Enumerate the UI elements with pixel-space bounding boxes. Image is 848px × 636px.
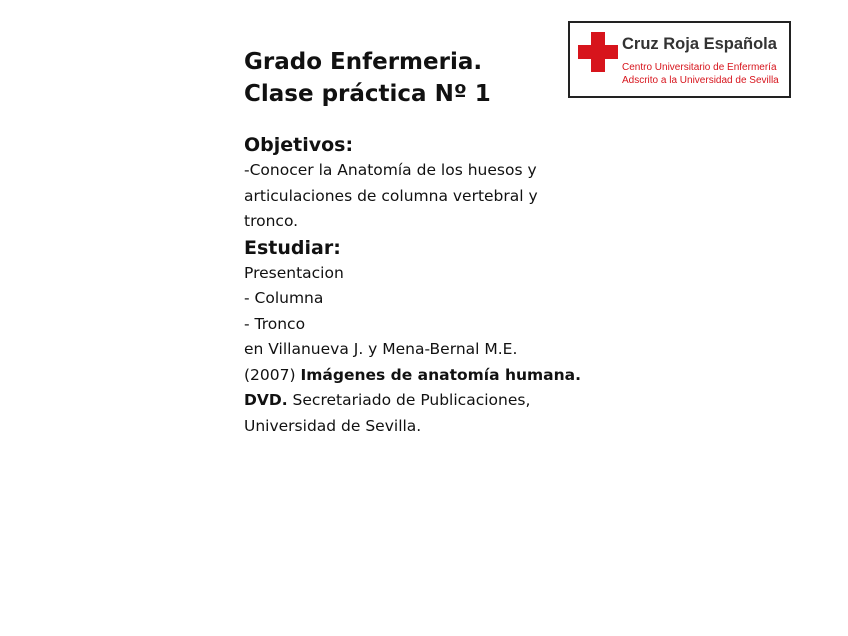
page-title-line2: Clase práctica Nº 1 xyxy=(244,81,491,107)
objectives-line-2: articulaciones de columna vertebral y xyxy=(244,186,538,205)
reference-medium: DVD. xyxy=(244,391,288,409)
study-line-4: en Villanueva J. y Mena-Bernal M.E. xyxy=(244,340,518,358)
objectives-heading: Objetivos: xyxy=(244,134,354,156)
logo-title: Cruz Roja Española xyxy=(622,35,777,53)
logo-subtitle-line2: Adscrito a la Universidad de Sevilla xyxy=(622,75,779,86)
reference-book-title: Imágenes de anatomía humana. xyxy=(300,365,582,384)
study-heading: Estudiar: xyxy=(244,236,341,259)
objectives-line-1: -Conocer la Anatomía de los huesos y xyxy=(244,161,537,179)
objectives-line-3: tronco. xyxy=(244,212,299,230)
study-line-3: - Tronco xyxy=(244,314,306,333)
slide-content xyxy=(244,46,614,439)
reference-line-2 xyxy=(244,388,614,414)
page-title-line1: Grado Enfermeria. xyxy=(244,49,483,75)
logo-subtitle-line1: Centro Universitario de Enfermería xyxy=(622,62,777,73)
reference-publisher: Secretariado de Publicaciones, xyxy=(287,391,531,409)
reference-line-1 xyxy=(244,363,614,389)
study-line-1: Presentacion xyxy=(244,263,344,282)
study-line-2: - Columna xyxy=(244,289,324,307)
reference-line-3: Universidad de Sevilla. xyxy=(244,416,422,435)
reference-year: (2007) xyxy=(244,365,301,384)
